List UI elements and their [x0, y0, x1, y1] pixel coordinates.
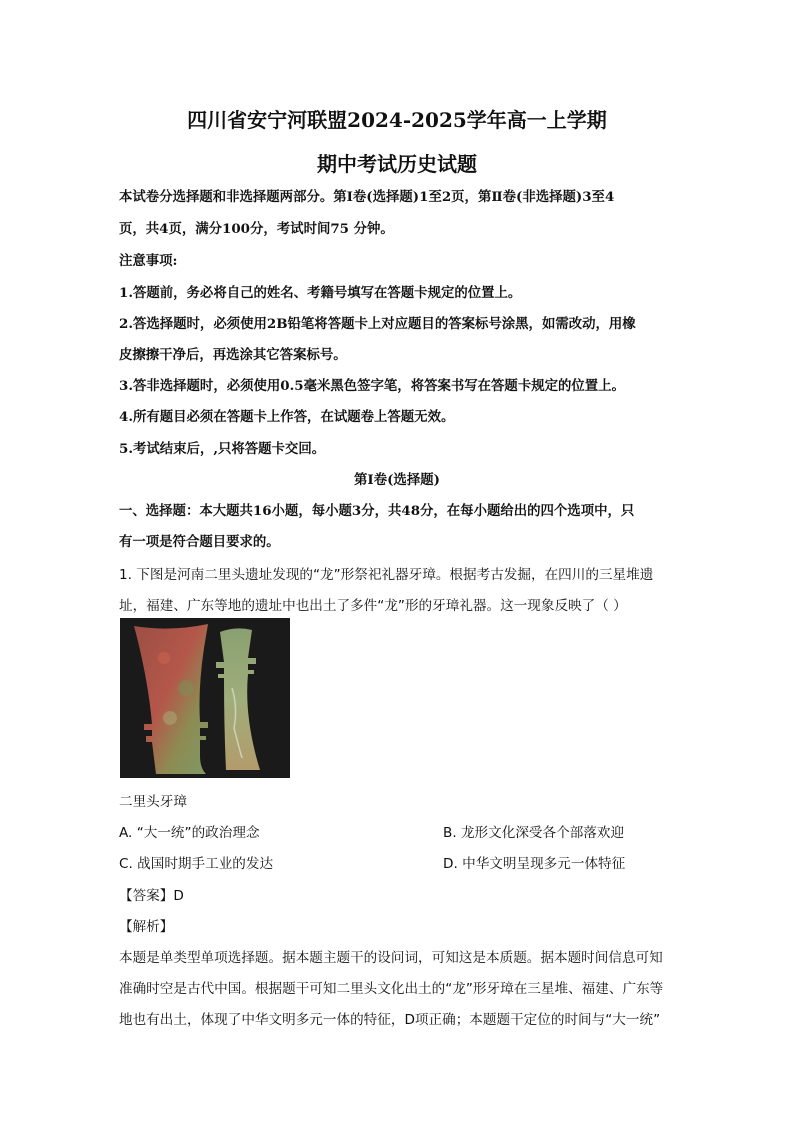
- yazhang-large: [134, 624, 208, 774]
- yazhang-photo: [120, 618, 290, 778]
- figure-caption: 二里头牙璋: [119, 794, 187, 810]
- option-c: C. 战国时期手工业的发达: [119, 856, 274, 872]
- note-item-3: 3.答非选择题时，必须使用0.5毫米黑色签字笔，将答案书写在答题卡规定的位置上。: [119, 378, 625, 394]
- option-d: D. 中华文明呈现多元一体特征: [443, 856, 626, 872]
- page-subtitle: 期中考试历史试题: [317, 152, 477, 176]
- analysis-line-2: 准确时空是古代中国。根据题干可知二里头文化出土的“龙”形牙璋在三星堆、福建、广东等: [119, 981, 664, 997]
- note-item-1: 1.答题前，务必将自己的姓名、考籍号填写在答题卡规定的位置上。: [119, 285, 522, 301]
- notes-heading: 注意事项:: [119, 253, 178, 269]
- option-a: A. “大一统”的政治理念: [119, 825, 260, 841]
- answer-label: 【答案】D: [119, 888, 184, 904]
- note-item-4: 4.所有题目必须在答题卡上作答，在试题卷上答题无效。: [119, 409, 455, 425]
- yazhang-small: [216, 628, 260, 770]
- note-item-2: 2.答选择题时，必须使用2B铅笔将答题卡上对应题目的答案标号涂黑，如需改动，用橡: [119, 316, 636, 332]
- note-item-5: 5.考试结束后，,只将答题卡交回。: [119, 441, 326, 457]
- question-1-stem-1: 1. 下图是河南二里头遗址发现的“龙”形祭祀礼器牙璋。根据考古发掘，在四川的三星堆遗: [119, 567, 654, 583]
- section-instruction-2: 有一项是符合题目要求的。: [119, 534, 280, 550]
- page-title: 四川省安宁河联盟2024-2025学年高一上学期: [187, 108, 607, 132]
- question-1-stem-2: 址，福建、广东等地的遗址中也出土了多件“龙”形的牙璋礼器。这一现象反映了（ ）: [119, 598, 627, 614]
- note-item-2-continued: 皮擦擦干净后，再选涂其它答案标号。: [119, 347, 347, 363]
- analysis-line-3: 地也有出土，体现了中华文明多元一体的特征，D项正确；本题题干定位的时间与“大一统”: [119, 1012, 661, 1028]
- section-instruction-1: 一、选择题：本大题共16小题，每小题3分，共48分，在每小题给出的四个选项中，只: [119, 503, 635, 519]
- intro-line-1: 本试卷分选择题和非选择题两部分。第Ⅰ卷(选择题)1至2页，第Ⅱ卷(非选择题)3至4: [119, 189, 615, 205]
- analysis-heading: 【解析】: [119, 919, 174, 935]
- option-b: B. 龙形文化深受各个部落欢迎: [443, 825, 625, 841]
- analysis-line-1: 本题是单类型单项选择题。据本题主题干的设问词，可知这是本质题。据本题时间信息可知: [119, 950, 663, 966]
- intro-line-2: 页，共4页，满分100分，考试时间75 分钟。: [119, 221, 394, 237]
- section-title: 第Ⅰ卷(选择题): [354, 472, 440, 488]
- yazhang-artifact-image: [120, 618, 290, 778]
